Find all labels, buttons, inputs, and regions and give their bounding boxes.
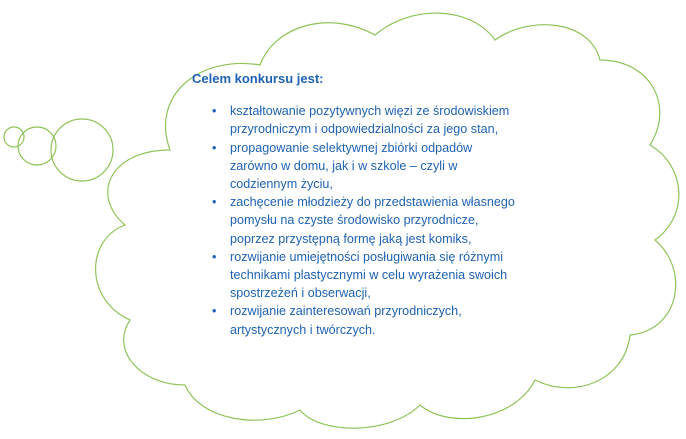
contest-goal-item [192,248,572,303]
contest-goal-line: poprzez przystępną formę jaką jest komiks, [230,231,472,246]
contest-goal-line: zarówno w domu, jak i w szkole – czyli w [230,158,458,173]
thought-bubble-large [51,119,113,181]
contest-goal-line: spostrzeżeń i obserwacji, [230,286,371,301]
contest-goal-item [192,302,572,338]
thought-bubble-medium [18,127,56,165]
contest-goal-line: przyrodniczym i odpowiedzialności za jego stan, [230,122,499,137]
contest-goal-line: kształtowanie pozytywnych więzi ze środowiskiem [230,104,510,119]
bullet-icon: • [212,249,217,264]
contest-goal-item [192,193,572,248]
bullet-icon: • [212,140,217,155]
contest-goal-line: technikami plastycznymi w celu wyrażenia swoich [230,268,508,283]
contest-goal-line: zachęcenie młodzieży do przedstawienia własnego [230,195,515,210]
contest-goals-list [192,102,572,339]
contest-goal-line: propagowanie selektywnej zbiórki odpadów [230,140,473,155]
contest-goal-line: codziennym życiu, [230,177,333,192]
contest-goal-line: rozwijanie umiejętności posługiwania się różnymi [230,249,503,264]
bullet-icon: • [212,104,217,119]
contest-goal-line: pomysłu na czyste środowisko przyrodnicze, [230,213,479,228]
bullet-icon: • [212,195,217,210]
contest-goal-line: artystycznych i twórczych. [230,322,376,337]
contest-goal-line: rozwijanie zainteresowań przyrodniczych, [230,304,462,319]
bullet-icon: • [212,304,217,319]
contest-goal-item [192,139,572,194]
contest-goals-heading: Celem konkursu jest: [192,71,324,86]
thought-bubble-small [4,127,24,147]
contest-goal-item [192,102,572,138]
contest-goals-block [192,70,572,339]
